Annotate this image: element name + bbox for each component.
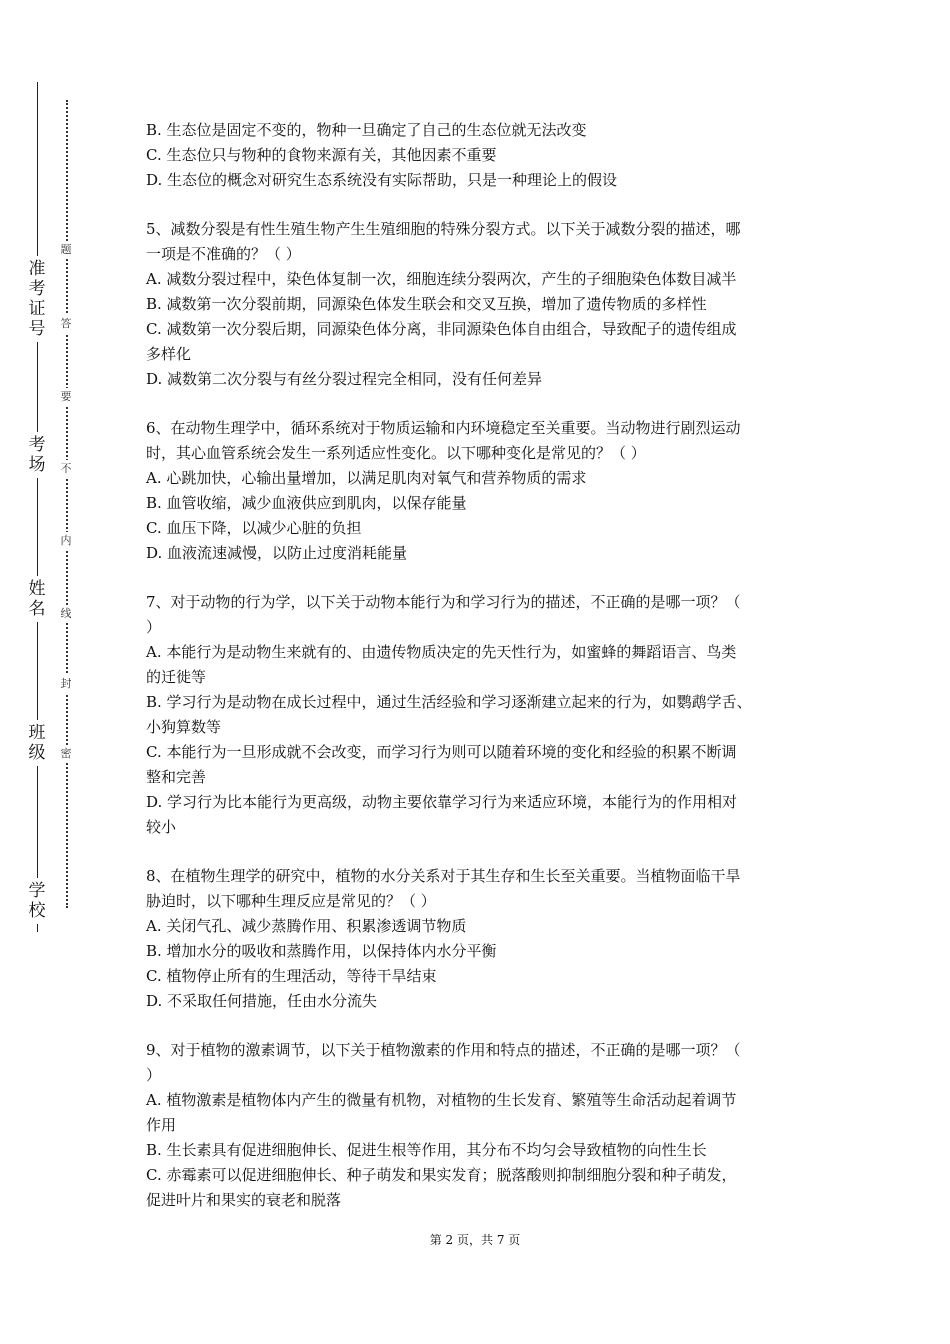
option-b: B. 减数第一次分裂前期，同源染色体发生联会和交叉互换，增加了遗传物质的多样性	[146, 295, 707, 313]
option-a: A. 本能行为是动物生来就有的、由遗传物质决定的先天性行为，如蜜蜂的舞蹈语言、鸟类	[146, 643, 737, 661]
option-d: D. 生态位的概念对研究生态系统没有实际帮助，只是一种理论上的假设	[146, 171, 618, 189]
seal-dotted-line	[66, 100, 68, 908]
field-class: 班 级	[24, 720, 50, 766]
question-stem: ）	[146, 1066, 162, 1084]
option-d: D. 学习行为比本能行为更高级，动物主要依靠学习行为来适应环境，本能行为的作用相对	[146, 793, 738, 811]
option-c: C. 减数第一次分裂后期，同源染色体分离，非同源染色体自由组合，导致配子的遗传组成	[146, 320, 737, 338]
question-8	[146, 864, 816, 1014]
seal-char: 密	[58, 745, 74, 763]
option-d: D. 血液流速减慢，以防止过度消耗能量	[146, 544, 408, 562]
option-c-cont: 多样化	[146, 345, 192, 363]
field-exam-id: 准 考 证 号	[24, 256, 50, 342]
option-c-cont: 整和完善	[146, 768, 207, 786]
option-b: B. 生长素具有促进细胞伸长、促进生根等作用，其分布不均匀会导致植物的向性生长	[146, 1141, 707, 1159]
option-a-cont: 作用	[146, 1116, 177, 1134]
option-b: B. 增加水分的吸收和蒸腾作用，以保持体内水分平衡	[146, 942, 497, 960]
question-5	[146, 217, 816, 392]
binding-line	[37, 82, 38, 932]
option-c-cont: 促进叶片和果实的衰老和脱落	[146, 1191, 342, 1209]
question-stem: 一项是不准确的？（ ）	[146, 245, 301, 263]
field-name: 姓 名	[24, 576, 50, 622]
question-stem: ）	[146, 618, 162, 636]
page-footer: 第 2 页，共 7 页	[429, 1233, 521, 1247]
question-stem: 胁迫时，以下哪种生理反应是常见的？（ ）	[146, 892, 436, 910]
question-4-tail	[146, 118, 816, 193]
question-7	[146, 590, 816, 840]
question-stem: 9、对于植物的激素调节，以下关于植物激素的作用和特点的描述，不正确的是哪一项？（	[146, 1041, 741, 1059]
question-list	[146, 118, 816, 1213]
seal-char: 线	[58, 605, 74, 623]
option-a: A. 植物激素是植物体内产生的微量有机物，对植物的生长发育、繁殖等生命活动起着调节	[146, 1091, 737, 1109]
option-a: A. 心跳加快，心输出量增加，以满足肌肉对氧气和营养物质的需求	[146, 469, 587, 487]
seal-char: 题	[58, 241, 74, 259]
question-stem: 8、在植物生理学的研究中，植物的水分关系对于其生存和生长至关重要。当植物面临干旱	[146, 867, 741, 885]
option-c: C. 植物停止所有的生理活动，等待干旱结束	[146, 967, 437, 985]
question-stem: 时，其心血管系统会发生一系列适应性变化。以下哪种变化是常见的？（ ）	[146, 444, 646, 462]
option-b: B. 血管收缩，减少血液供应到肌肉，以保存能量	[146, 494, 467, 512]
option-c: C. 生态位只与物种的食物来源有关，其他因素不重要	[146, 146, 497, 164]
option-b-cont: 小狗算数等	[146, 718, 222, 736]
option-c: C. 血压下降，以减少心脏的负担	[146, 519, 362, 537]
option-d: D. 减数第二次分裂与有丝分裂过程完全相同，没有任何差异	[146, 370, 543, 388]
seal-char: 答	[58, 315, 74, 333]
option-a: A. 关闭气孔、减少蒸腾作用、积累渗透调节物质	[146, 917, 467, 935]
seal-char: 内	[58, 532, 74, 550]
question-stem: 7、对于动物的行为学，以下关于动物本能行为和学习行为的描述，不正确的是哪一项？（	[146, 593, 741, 611]
field-school: 学 校	[24, 878, 50, 924]
option-d: D. 不采取任何措施，任由水分流失	[146, 992, 378, 1010]
seal-char: 不	[58, 460, 74, 478]
question-stem: 5、减数分裂是有性生殖生物产生生殖细胞的特殊分裂方式。以下关于减数分裂的描述，哪	[146, 220, 741, 238]
question-stem: 6、在动物生理学中，循环系统对于物质运输和内环境稳定至关重要。当动物进行剧烈运动	[146, 419, 741, 437]
option-a-cont: 的迁徙等	[146, 668, 207, 686]
option-b: B. 学习行为是动物在成长过程中，通过生活经验和学习逐渐建立起来的行为，如鹦鹉学舌、	[146, 693, 752, 711]
question-9	[146, 1038, 816, 1213]
question-6	[146, 416, 816, 566]
option-c: C. 本能行为一旦形成就不会改变，而学习行为则可以随着环境的变化和经验的积累不断调	[146, 743, 737, 761]
field-exam-room: 考 场	[24, 432, 50, 478]
option-b: B. 生态位是固定不变的，物种一旦确定了自己的生态位就无法改变	[146, 121, 587, 139]
seal-char: 封	[58, 675, 74, 693]
option-d-cont: 较小	[146, 818, 177, 836]
option-c: C. 赤霉素可以促进细胞伸长、种子萌发和果实发育；脱落酸则抑制细胞分裂和种子萌发，	[146, 1166, 737, 1184]
seal-char: 要	[58, 388, 74, 406]
option-a: A. 减数分裂过程中，染色体复制一次，细胞连续分裂两次，产生的子细胞染色体数目减半	[146, 270, 737, 288]
